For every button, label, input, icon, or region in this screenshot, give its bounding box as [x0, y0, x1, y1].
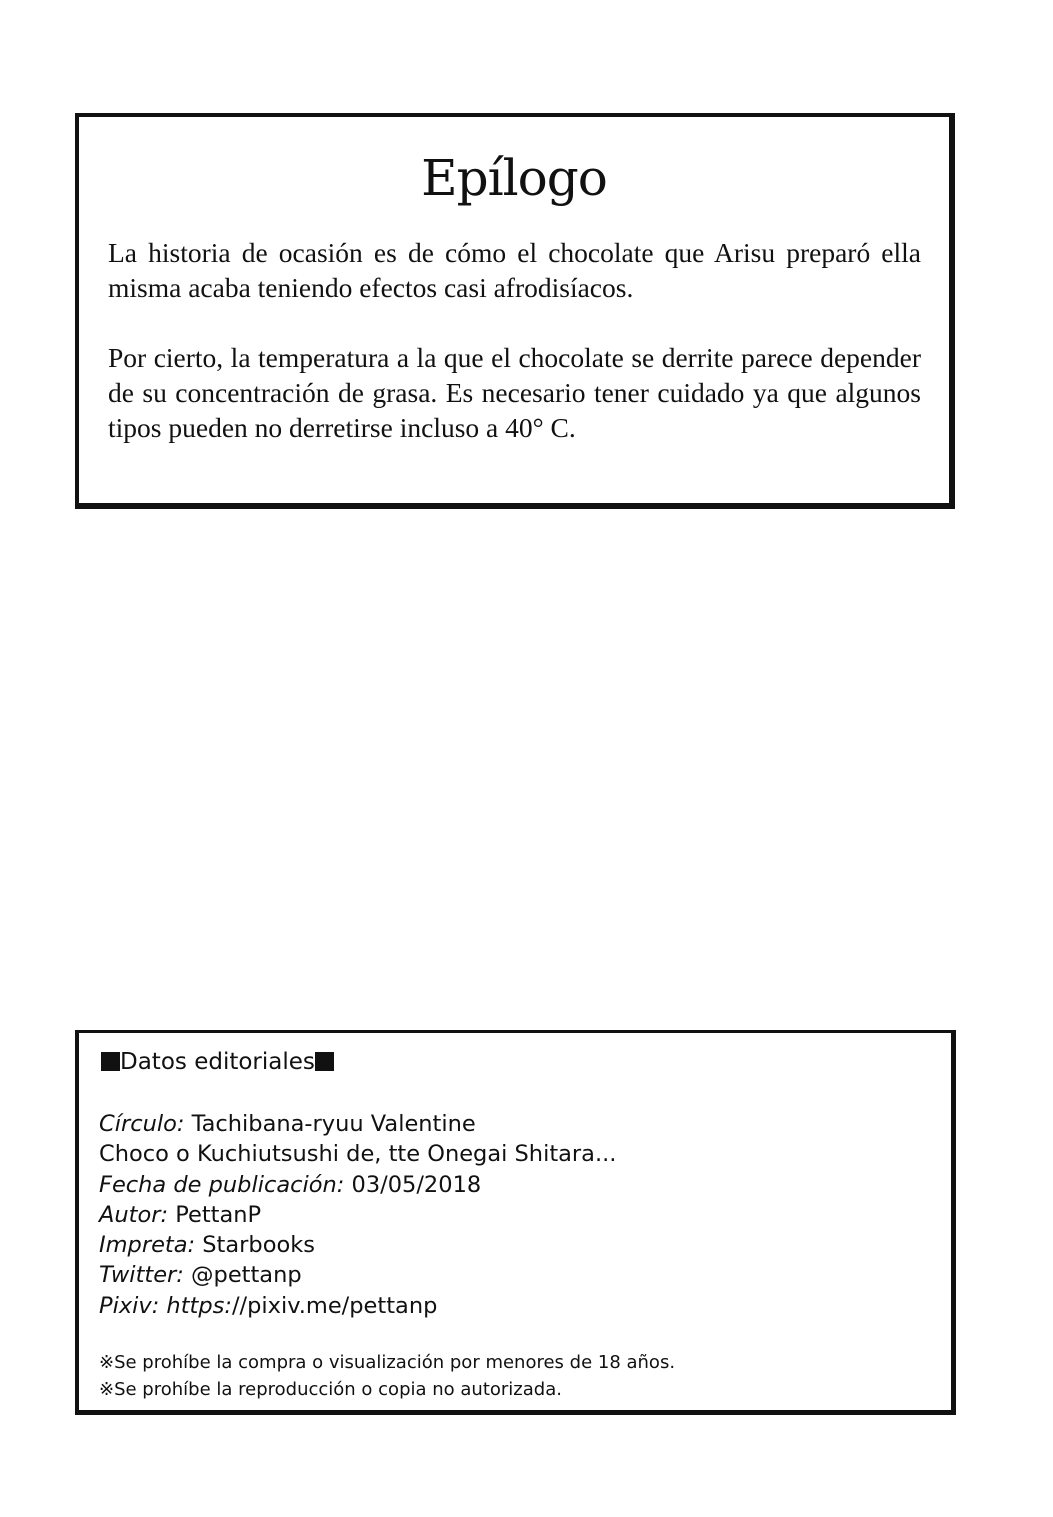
epilogue-paragraph-2: Por cierto, la temperatura a la que el chocolate se derrite parece depender de su concentración de grasa. Es necesario tener cuidado ya que algunos tipos pueden no derretirse incluso a 40° C.: [108, 342, 921, 443]
epilogue-paragraph-1: La historia de ocasión es de cómo el chocolate que Arisu preparó ella misma acaba teniendo efectos casi afrodisíacos.: [108, 237, 921, 303]
black-square-icon: [315, 1052, 334, 1071]
credit-twitter-label: Twitter:: [99, 1262, 184, 1289]
credit-work-title-value: Choco o Kuchiutsushi de, tte Onegai Shitara...: [99, 1141, 617, 1168]
credit-circle-value: Tachibana-ryuu Valentine: [184, 1111, 476, 1137]
credit-pixiv-value: //pixiv.me/pettanp: [231, 1292, 438, 1319]
credits-heading: [101, 1047, 334, 1077]
credit-date-label: Fecha de publicación:: [99, 1171, 345, 1198]
epilogue-box: [75, 113, 955, 509]
epilogue-title: Epílogo: [421, 149, 607, 207]
credit-printer: [99, 1230, 616, 1260]
credit-printer-label: Impreta:: [99, 1232, 196, 1259]
credit-twitter: [99, 1260, 616, 1290]
credit-author-value: PettanP: [168, 1201, 262, 1228]
credit-date: [99, 1170, 616, 1200]
credits-box: [75, 1030, 956, 1415]
credit-circle: [99, 1109, 616, 1139]
credit-author-label: Autor:: [99, 1201, 169, 1228]
credits-list: [99, 1109, 616, 1321]
credits-heading-text: Datos editoriales: [120, 1049, 315, 1075]
credit-work-title: [99, 1139, 616, 1169]
notice-list: [99, 1349, 675, 1403]
credit-pixiv: [99, 1291, 616, 1321]
credit-pixiv-label: Pixiv: https:: [99, 1292, 232, 1319]
credit-author: [99, 1200, 616, 1230]
credit-date-value: 03/05/2018: [344, 1171, 482, 1198]
credit-circle-label: Círculo:: [99, 1111, 185, 1137]
black-square-icon: [101, 1052, 120, 1071]
credit-twitter-value: @pettanp: [183, 1262, 302, 1289]
notice-no-reproduction: ※Se prohíbe la reproducción o copia no autorizada.: [99, 1379, 562, 1400]
notice-age-restriction: ※Se prohíbe la compra o visualización por menores de 18 años.: [99, 1352, 676, 1373]
credit-printer-value: Starbooks: [195, 1232, 315, 1259]
